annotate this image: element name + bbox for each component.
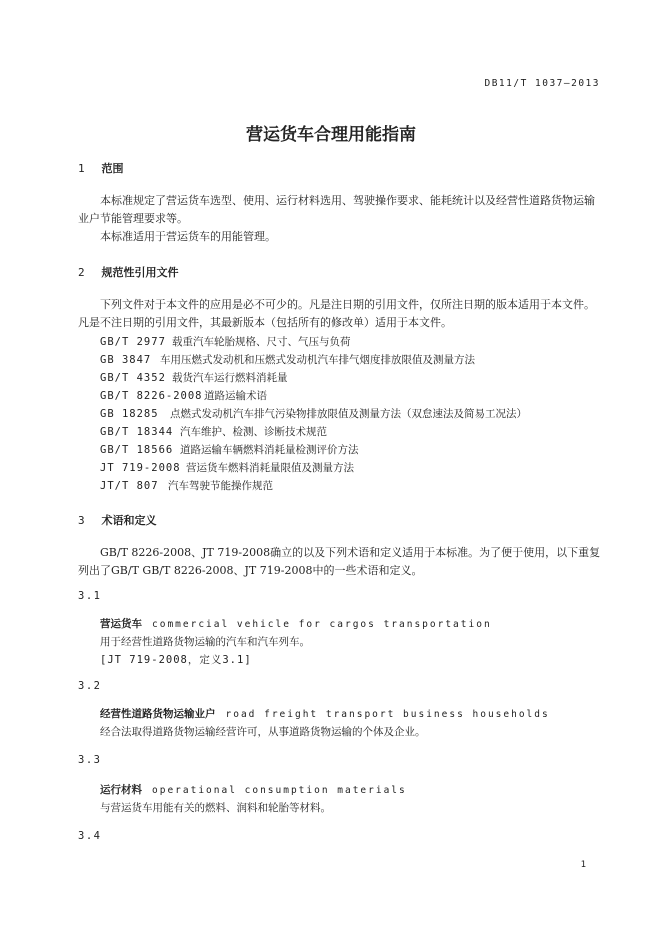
reference-code: GB/T 18566 xyxy=(100,444,174,456)
reference-title: 载货汽车运行燃料消耗量 xyxy=(172,372,288,384)
term-english: road freight transport business households xyxy=(225,709,550,720)
term-heading xyxy=(100,782,407,797)
term-number: 3.3 xyxy=(78,754,102,766)
reference-item xyxy=(100,424,327,439)
section-2-heading xyxy=(78,264,179,280)
section-1-paragraph-2: 本标准适用于营运货车的用能管理。 xyxy=(100,230,276,243)
section-2-intro: 下列文件对于本文件的应用是必不可少的。凡是注日期的引用文件，仅所注日期的版本适用于本文件。凡是不注日期的引用文件，其最新版本（包括所有的修改单）适用于本文件。 xyxy=(78,298,595,329)
reference-code: GB/T 18344 xyxy=(100,426,174,438)
section-number: 3 xyxy=(78,514,85,527)
term-chinese: 营运货车 xyxy=(100,618,142,630)
term-english: operational consumption materials xyxy=(152,785,407,796)
section-title: 规范性引用文件 xyxy=(101,266,179,279)
reference-code: GB 18285 xyxy=(100,408,159,420)
section-number: 2 xyxy=(78,266,85,279)
section-title: 范围 xyxy=(101,162,124,175)
reference-item xyxy=(100,442,359,457)
section-1-paragraph-1: 本标准规定了营运货车选型、使用、运行材料选用、驾驶操作要求、能耗统计以及经营性道路货物运输业户节能管理要求等。 xyxy=(78,194,595,225)
reference-item xyxy=(100,370,288,385)
section-1-heading xyxy=(78,160,124,176)
term-english: commercial vehicle for cargos transportation xyxy=(152,619,492,630)
reference-item xyxy=(100,388,267,403)
reference-title: 营运货车燃料消耗量限值及测量方法 xyxy=(186,462,354,474)
reference-title: 点燃式发动机汽车排气污染物排放限值及测量方法（双怠速法及简易工况法） xyxy=(170,408,527,420)
reference-title: 车用压燃式发动机和压燃式发动机汽车排气烟度排放限值及测量方法 xyxy=(160,354,475,366)
reference-title: 道路运输术语 xyxy=(204,390,267,402)
section-number: 1 xyxy=(78,162,85,175)
section-title: 术语和定义 xyxy=(101,514,157,527)
reference-code: GB/T 8226-2008 xyxy=(100,390,203,402)
section-3-heading xyxy=(78,512,157,528)
term-number: 3.2 xyxy=(78,680,102,692)
term-definition: 用于经营性道路货物运输的汽车和汽车列车。 xyxy=(100,636,310,648)
term-chinese: 经营性道路货物运输业户 xyxy=(100,708,216,720)
page-title: 营运货车合理用能指南 xyxy=(246,125,416,145)
term-source: [JT 719-2008，定义3.1] xyxy=(100,654,252,666)
section-3-intro: GB/T 8226-2008、JT 719-2008确立的以及下列术语和定义适用于本标准。为了便于使用，以下重复列出了GB/T GB/T 8226-2008、JT 719-2008中的一些术语和定义。 xyxy=(78,546,601,577)
term-definition: 与营运货车用能有关的燃料、润料和轮胎等材料。 xyxy=(100,802,331,814)
reference-code: JT/T 807 xyxy=(100,480,159,492)
reference-item xyxy=(100,478,273,493)
term-number: 3.1 xyxy=(78,590,102,602)
term-number: 3.4 xyxy=(78,830,102,842)
term-heading xyxy=(100,616,492,631)
reference-item xyxy=(100,352,475,367)
reference-title: 道路运输车辆燃料消耗量检测评价方法 xyxy=(180,444,359,456)
reference-code: GB/T 2977 xyxy=(100,336,166,348)
reference-code: GB 3847 xyxy=(100,354,152,366)
term-heading xyxy=(100,706,550,721)
term-definition: 经合法取得道路货物运输经营许可，从事道路货物运输的个体及企业。 xyxy=(100,726,426,738)
reference-title: 载重汽车轮胎规格、尺寸、气压与负荷 xyxy=(172,336,351,348)
reference-title: 汽车驾驶节能操作规范 xyxy=(168,480,273,492)
reference-item xyxy=(100,334,351,349)
reference-title: 汽车维护、检测、诊断技术规范 xyxy=(180,426,327,438)
document-code: DB11/T 1037—2013 xyxy=(484,78,600,89)
reference-item xyxy=(100,460,354,475)
page-number: 1 xyxy=(580,860,586,870)
reference-code: JT 719-2008 xyxy=(100,462,181,474)
reference-item xyxy=(100,406,527,421)
term-chinese: 运行材料 xyxy=(100,784,142,796)
reference-code: GB/T 4352 xyxy=(100,372,166,384)
